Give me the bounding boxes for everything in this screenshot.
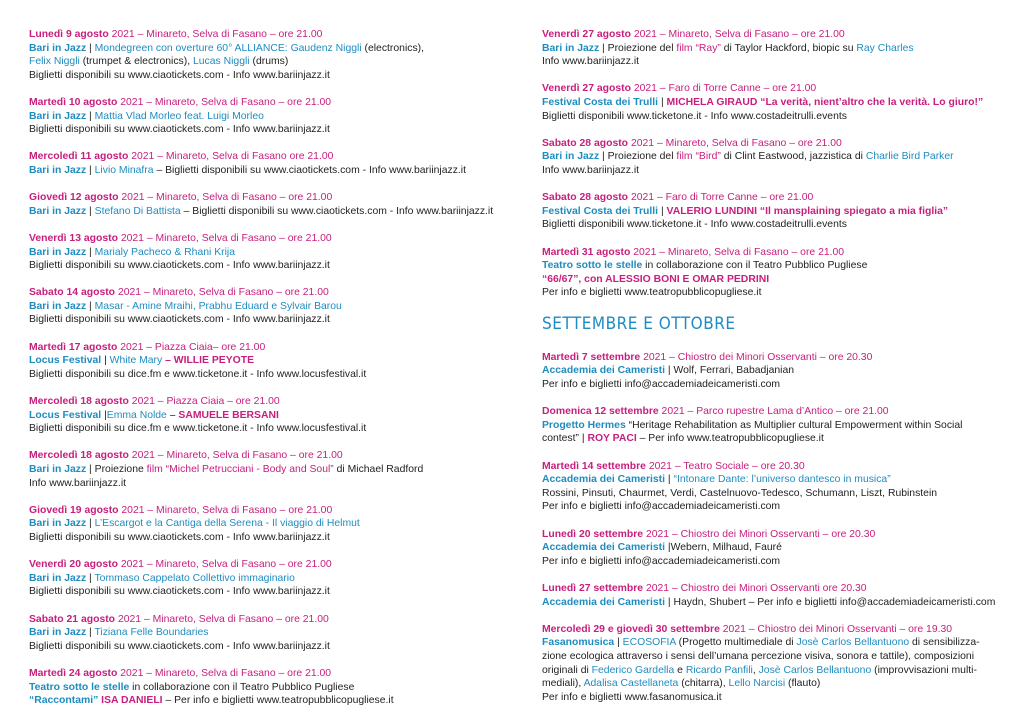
event-artist: Tiziana Felle Boundaries	[94, 627, 209, 639]
event-date: Sabato 21 agosto	[29, 613, 116, 625]
event-item: Lunedì 9 agosto 2021 – Minareto, Selva di Fasano – ore 21.00 Bari in Jazz | Mondegreen con overture 60° ALLIANCE: Gaudenz Niggli (electronics), Felix Niggli (trumpet & electronics), Lucas Niggli (drums) Biglietti disponibili su www.ciaotickets.com - Info www.bariinjazz.it	[29, 28, 509, 82]
event-artist: Felix Niggli	[29, 56, 80, 68]
event-venue: 2021 – Minareto, Selva di Fasano ore 21.00	[131, 151, 334, 163]
event-item: Domenica 12 settembre 2021 – Parco rupestre Lama d’Antico – ore 21.00 Progetto Hermes “Heritage Rehabilitation as Multiplier cultural Empowerment within Social contest” | ROY PACI – Per info www.teatropubblicopugliese.it	[542, 406, 963, 445]
event-date: Mercoledì 29 e giovedì 30 settembre	[542, 623, 720, 635]
event-date: Martedì 31 agosto	[542, 246, 631, 258]
event-artist: Masar - Amine Mraihi, Prabhu Eduard e Sylvair Barou	[94, 300, 342, 312]
event-item: Venerdì 20 agosto 2021 – Minareto, Selva di Fasano – ore 21.00 Bari in Jazz | Tommaso Cappelato Collettivo immaginario Biglietti disponibili su www.ciaotickets.com - Info www.bariinjazz.it	[29, 558, 509, 599]
event-organizer: Progetto Hermes	[542, 419, 626, 431]
event-item: Mercoledì 18 agosto 2021 – Minareto, Selva di Fasano – ore 21.00 Bari in Jazz | Proiezione film “Michel Petrucciani - Body and Soul” di Michael Radford Info www.bariinjazz.it	[29, 449, 509, 490]
event-item: Venerdì 27 agosto 2021 – Faro di Torre Canne – ore 21.00 Festival Costa dei Trulli | MICHELA GIRAUD “La verità, nient’altro che la verità. Lo giuro!” Biglietti disponibili www.ticketone.it - Info www.costadeitrulli.events	[542, 82, 1012, 123]
event-venue: 2021 – Teatro Sociale – ore 20.30	[648, 460, 805, 472]
event-date: Mercoledì 18 agosto	[29, 450, 129, 462]
event-tickets: Info www.bariinjazz.it	[542, 56, 640, 68]
event-tickets: – Per info www.teatropubblicopugliese.it	[636, 433, 824, 445]
event-date: Venerdì 27 agosto	[542, 29, 631, 40]
event-artist: Emma Nolde	[106, 409, 167, 421]
event-tickets: Biglietti disponibili su www.ciaotickets.com - Info www.bariinjazz.it	[29, 260, 330, 272]
event-item: Sabato 28 agosto 2021 – Minareto, Selva di Fasano – ore 21.00 Bari in Jazz | Proiezione del film “Bird” di Clint Eastwood, jazzistica di Charlie Bird Parker Info www.bariinjazz.it	[542, 137, 1012, 178]
event-tickets: – Per info e biglietti www.teatropubblicopugliese.it	[162, 695, 394, 707]
left-column	[29, 28, 509, 721]
event-show: “Il mansplaining spiegato a mia figlia”	[756, 205, 949, 217]
event-artist: Charlie Bird Parker	[865, 151, 954, 163]
event-item: Giovedì 12 agosto 2021 – Minareto, Selva di Fasano – ore 21.00 Bari in Jazz | Stefano Di Battista – Biglietti disponibili su www.ciaotickets.com - Info www.bariinjazz.it	[29, 192, 494, 217]
event-date: Mercoledì 18 agosto	[29, 396, 129, 408]
event-organizer: Accademia dei Cameristi	[542, 596, 666, 608]
event-item: Venerdì 13 agosto 2021 – Minareto, Selva di Fasano – ore 21.00 Bari in Jazz | Marialy Pacheco & Rhani Krija Biglietti disponibili su www.ciaotickets.com - Info www.bariinjazz.it	[29, 232, 509, 273]
event-organizer: Bari in Jazz	[29, 42, 87, 54]
event-organizer: Bari in Jazz	[542, 42, 600, 54]
event-organizer: Bari in Jazz	[29, 246, 87, 258]
event-program: Wolf, Ferrari, Babadjanian	[673, 365, 795, 377]
event-item: Lunedì 27 settembre 2021 – Chiostro dei Minori Osservanti ore 20.30 Accademia dei Cameristi | Haydn, Shubert – Per info e biglietti info@accademiadeicameristi.com	[542, 582, 996, 608]
event-tickets: Info www.bariinjazz.it	[542, 164, 640, 176]
event-date: Venerdì 27 agosto	[542, 83, 631, 95]
right-column	[542, 28, 1012, 718]
event-item: Martedì 7 settembre 2021 – Chiostro dei Minori Osservanti – ore 20.30 Accademia dei Cameristi | Wolf, Ferrari, Babadjanian Per info e biglietti info@accademiadeicameristi.com	[542, 351, 1012, 392]
event-artist: Josè Carlos Bellantuono	[758, 664, 872, 676]
event-artist: Livio Minafra	[94, 164, 154, 176]
event-date: Giovedì 19 agosto	[29, 504, 119, 516]
event-date: Martedì 17 agosto	[29, 341, 118, 353]
event-tickets: – Biglietti disponibili su www.ciaotickets.com - Info www.bariinjazz.it	[180, 205, 494, 217]
event-organizer: Bari in Jazz	[29, 518, 87, 530]
event-artist: White Mary	[109, 355, 163, 367]
event-tickets: Biglietti disponibili su dice.fm e www.ticketone.it - Info www.locusfestival.it	[29, 368, 367, 380]
event-organizer: Teatro sotto le stelle	[542, 260, 643, 272]
event-item: Mercoledì 11 agosto 2021 – Minareto, Selva di Fasano ore 21.00 Bari in Jazz | Livio Minafra – Biglietti disponibili su www.ciaotickets.com - Info www.bariinjazz.it	[29, 151, 466, 176]
event-program: Haydn, Shubert – Per info e biglietti info@accademiadeicameristi.com	[673, 596, 996, 608]
event-headliner: – WILLIE PEYOTE	[162, 355, 255, 367]
event-organizer: Bari in Jazz	[29, 464, 87, 475]
event-date: Giovedì 12 agosto	[29, 192, 119, 204]
event-organizer: Locus Festival	[29, 409, 102, 421]
event-program: “Heritage Rehabilitation as Multiplier cultural Empowerment within Social	[625, 419, 963, 431]
event-venue: 2021 – Chiostro dei Minori Osservanti ore 20.30	[645, 582, 867, 594]
event-date: Martedì 7 settembre	[542, 351, 641, 363]
event-tickets: Biglietti disponibili www.ticketone.it - Info www.costadeitrulli.events	[542, 110, 847, 122]
event-artist: Federico Gardella	[591, 664, 675, 676]
event-venue: 2021 – Minareto, Selva di Fasano – ore 21.00	[121, 504, 333, 516]
event-artist: Ray Charles	[856, 42, 914, 54]
event-tickets: Biglietti disponibili su www.ciaotickets.com - Info www.bariinjazz.it	[29, 124, 330, 136]
event-tickets: Per info e biglietti info@accademiadeicameristi.com	[542, 555, 781, 567]
event-venue: 2021 – Minareto, Selva di Fasano – ore 21.00	[111, 29, 323, 40]
event-date: Venerdì 20 agosto	[29, 559, 118, 571]
event-item: Mercoledì 18 agosto 2021 – Piazza Ciaia – ore 21.00 Locus Festival |Emma Nolde – SAMUELE BERSANI Biglietti disponibili su dice.fm e www.ticketone.it - Info www.locusfestival.it	[29, 395, 509, 436]
event-film: film “Ray”	[676, 42, 721, 54]
event-tickets: Info www.bariinjazz.it	[29, 477, 127, 489]
event-venue: 2021 – Chiostro dei Minori Osservanti – ore 19.30	[722, 623, 953, 635]
event-artist: Lucas Niggli	[193, 56, 250, 68]
event-date: Martedì 14 settembre	[542, 460, 646, 472]
event-venue: 2021 – Minareto, Selva di Fasano – ore 21.00	[121, 192, 333, 204]
event-item: Lunedì 20 settembre 2021 – Chiostro dei Minori Osservanti – ore 20.30 Accademia dei Cameristi |Webern, Milhaud, Fauré Per info e biglietti info@accademiadeicameristi.com	[542, 528, 1012, 569]
event-show: ECOSOFIA	[622, 637, 676, 649]
event-venue: 2021 – Minareto, Selva di Fasano – ore 21.00	[633, 29, 845, 40]
event-venue: 2021 – Minareto, Selva di Fasano – ore 21.00	[630, 137, 842, 149]
event-artist: Stefano Di Battista	[94, 205, 181, 217]
event-tickets: Per info e biglietti www.teatropubblicopugliese.it	[542, 287, 762, 299]
event-date: Martedì 24 agosto	[29, 667, 118, 679]
event-item: Mercoledì 29 e giovedì 30 settembre 2021 – Chiostro dei Minori Osservanti – ore 19.30 Fasanomusica | ECOSOFIA (Progetto multimediale di Josè Carlos Bellantuono di sensibilizza- zione ecologica attraverso i sensi dell’umana percezione visiva, sonora e tattile), composizioni originali di Federico Gardella e Ricardo Panfili, Josè Carlos Bellantuono (improvvisazioni multi- mediali), Adalisa Castellaneta (chitarra), Lello Narcisi (flauto) Per info e biglietti www.fasanomusica.it	[542, 623, 1012, 705]
event-organizer: Accademia dei Cameristi	[542, 474, 666, 486]
event-organizer: Festival Costa dei Trulli	[542, 205, 659, 217]
event-tickets: – Biglietti disponibili su www.ciaotickets.com - Info www.bariinjazz.it	[153, 164, 466, 176]
event-venue: 2021 – Minareto, Selva di Fasano – ore 21.00	[120, 232, 332, 244]
event-artist: Mattia Vlad Morleo feat. Luigi Morleo	[94, 110, 264, 122]
event-venue: 2021 – Chiostro dei Minori Osservanti – ore 20.30	[645, 528, 876, 540]
event-item: Giovedì 19 agosto 2021 – Minareto, Selva di Fasano – ore 21.00 Bari in Jazz | L’Escargot e la Cantiga della Serena - Il viaggio di Helmut Biglietti disponibili su www.ciaotickets.com - Info www.bariinjazz.it	[29, 504, 509, 545]
event-date: Lunedì 20 settembre	[542, 528, 644, 540]
section-title: SETTEMBRE E OTTOBRE	[542, 313, 736, 334]
event-item: Martedì 31 agosto 2021 – Minareto, Selva di Fasano – ore 21.00 Teatro sotto le stelle in collaborazione con il Teatro Pubblico Pugliese “66/67”, con ALESSIO BONI E OMAR PEDRINI Per info e biglietti www.teatropubblicopugliese.it	[542, 246, 1012, 300]
event-film: film “Michel Petrucciani - Body and Soul”	[146, 464, 334, 475]
event-headliner: ROY PACI	[587, 433, 637, 445]
event-organizer: Bari in Jazz	[542, 151, 600, 163]
event-show: “66/67”, con ALESSIO BONI E OMAR PEDRINI	[542, 273, 770, 285]
event-venue: 2021 – Minareto, Selva di Fasano – ore 21.00	[117, 287, 329, 299]
event-tickets: Biglietti disponibili su www.ciaotickets.com - Info www.bariinjazz.it	[29, 531, 330, 543]
event-organizer: Accademia dei Cameristi	[542, 365, 666, 377]
event-tickets: Per info e biglietti info@accademiadeicameristi.com	[542, 501, 781, 513]
event-date: Mercoledì 11 agosto	[29, 151, 129, 163]
event-venue: 2021 – Minareto, Selva di Fasano – ore 21.00	[633, 246, 845, 258]
event-item: Sabato 28 agosto 2021 – Faro di Torre Canne – ore 21.00 Festival Costa dei Trulli | VALERIO LUNDINI “Il mansplaining spiegato a mia figlia” Biglietti disponibili www.ticketone.it - Info www.costadeitrulli.events	[542, 191, 1012, 232]
event-item: Martedì 14 settembre 2021 – Teatro Sociale – ore 20.30 Accademia dei Cameristi | “Intonare Dante: l’universo dantesco in musica” Rossini, Pinsuti, Chaurmet, Verdi, Castelnuovo-Tedesco, Schumann, Liszt, Rubinstein Per info e biglietti info@accademiadeicameristi.com	[542, 460, 1012, 514]
event-venue: 2021 – Minareto, Selva di Fasano – ore 21.00	[120, 667, 332, 679]
event-tickets: Biglietti disponibili su www.ciaotickets.com - Info www.bariinjazz.it	[29, 314, 330, 326]
event-artist: Lello Narcisi	[728, 678, 786, 690]
event-date: Sabato 28 agosto	[542, 137, 629, 149]
event-artist: L’Escargot e la Cantiga della Serena - Il viaggio di Helmut	[94, 518, 360, 530]
event-item: Sabato 14 agosto 2021 – Minareto, Selva di Fasano – ore 21.00 Bari in Jazz | Masar - Amine Mraihi, Prabhu Eduard e Sylvair Barou Biglietti disponibili su www.ciaotickets.com - Info www.bariinjazz.it	[29, 286, 509, 327]
event-item: Sabato 21 agosto 2021 – Minareto, Selva di Fasano – ore 21.00 Bari in Jazz | Tiziana Felle Boundaries Biglietti disponibili su www.ciaotickets.com - Info www.bariinjazz.it	[29, 613, 509, 654]
event-tickets: Biglietti disponibili su www.ciaotickets.com - Info www.bariinjazz.it	[29, 640, 330, 652]
event-venue: 2021 – Minareto, Selva di Fasano – ore 21.00	[131, 450, 343, 462]
event-organizer: Fasanomusica	[542, 637, 615, 649]
event-item: Venerdì 27 agosto 2021 – Minareto, Selva di Fasano – ore 21.00 Bari in Jazz | Proiezione del film “Ray” di Taylor Hackford, biopic su Ray Charles Info www.bariinjazz.it	[542, 28, 1012, 69]
event-item: Martedì 17 agosto 2021 – Piazza Ciaia– ore 21.00 Locus Festival | White Mary – WILLIE PEYOTE Biglietti disponibili su dice.fm e www.ticketone.it - Info www.locusfestival.it	[29, 341, 509, 382]
event-date: Lunedì 9 agosto	[29, 29, 109, 40]
event-date: Sabato 28 agosto	[542, 192, 629, 204]
event-date: Sabato 14 agosto	[29, 287, 116, 299]
event-headliner: MICHELA GIRAUD	[666, 96, 758, 108]
event-organizer: Bari in Jazz	[29, 164, 87, 176]
event-venue: 2021 – Piazza Ciaia – ore 21.00	[131, 396, 280, 408]
event-tickets: Biglietti disponibili su www.ciaotickets.com - Info www.bariinjazz.it	[29, 69, 330, 81]
event-venue: 2021 – Piazza Ciaia– ore 21.00	[120, 341, 266, 353]
event-artist: Adalisa Castellaneta	[583, 678, 679, 690]
event-organizer: Accademia dei Cameristi	[542, 542, 666, 554]
event-date: Lunedì 27 settembre	[542, 582, 644, 594]
event-venue: 2021 – Minareto, Selva di Fasano – ore 21.00	[120, 559, 332, 571]
event-artist: Marialy Pacheco & Rhani Krija	[94, 246, 235, 258]
event-program: Webern, Milhaud, Fauré	[670, 542, 782, 554]
event-venue: 2021 – Parco rupestre Lama d’Antico – ore 21.00	[661, 406, 889, 418]
event-organizer: Locus Festival	[29, 355, 102, 367]
event-artist: Tommaso Cappelato Collettivo immaginario	[94, 572, 295, 584]
event-venue: 2021 – Minareto, Selva di Fasano – ore 21.00	[120, 96, 332, 108]
event-program: Rossini, Pinsuti, Chaurmet, Verdi, Castelnuovo-Tedesco, Schumann, Liszt, Rubinstein	[542, 487, 938, 499]
event-date: Domenica 12 settembre	[542, 406, 659, 418]
event-venue: 2021 – Faro di Torre Canne – ore 21.00	[630, 192, 814, 204]
event-date: Venerdì 13 agosto	[29, 232, 118, 244]
event-headliner: – SAMUELE BERSANI	[166, 409, 279, 421]
event-venue: 2021 – Faro di Torre Canne – ore 21.00	[633, 83, 817, 95]
event-tickets: Biglietti disponibili www.ticketone.it - Info www.costadeitrulli.events	[542, 219, 847, 231]
event-tickets: Biglietti disponibili su www.ciaotickets.com - Info www.bariinjazz.it	[29, 586, 330, 598]
event-organizer: Bari in Jazz	[29, 110, 87, 122]
event-headliner: VALERIO LUNDINI	[666, 205, 757, 217]
event-organizer: Festival Costa dei Trulli	[542, 96, 659, 108]
event-show: “Raccontami”	[29, 695, 99, 707]
event-tickets: Per info e biglietti info@accademiadeicameristi.com	[542, 379, 781, 391]
event-venue: 2021 – Minareto, Selva di Fasano – ore 21.00	[117, 613, 329, 625]
event-organizer: Bari in Jazz	[29, 300, 87, 312]
event-artist: Ricardo Panfili	[685, 664, 753, 676]
event-organizer: Bari in Jazz	[29, 572, 87, 584]
event-item: Martedì 24 agosto 2021 – Minareto, Selva di Fasano – ore 21.00 Teatro sotto le stelle in collaborazione con il Teatro Pubblico Pugliese “Raccontami” ISA DANIELI – Per info e biglietti www.teatropubblicopugliese.it	[29, 667, 394, 707]
event-tickets: Biglietti disponibili su dice.fm e www.ticketone.it - Info www.locusfestival.it	[29, 423, 367, 435]
event-film: film “Bird”	[676, 151, 721, 163]
event-venue: 2021 – Chiostro dei Minori Osservanti – ore 20.30	[643, 351, 873, 363]
event-artist: Josè Carlos Bellantuono	[796, 637, 910, 649]
event-tickets: Per info e biglietti www.fasanomusica.it	[542, 691, 722, 703]
event-organizer: Bari in Jazz	[29, 205, 87, 217]
event-show: “La verità, nient’altro che la verità. Lo giuro!”	[757, 96, 984, 108]
event-organizer: Teatro sotto le stelle	[29, 681, 130, 693]
event-artist: Mondegreen con overture 60° ALLIANCE: Gaudenz Niggli	[94, 42, 362, 54]
event-show: “Intonare Dante: l’universo dantesco in musica”	[673, 474, 891, 486]
event-headliner: ISA DANIELI	[98, 695, 163, 707]
event-date: Martedì 10 agosto	[29, 96, 118, 108]
event-organizer: Bari in Jazz	[29, 627, 87, 639]
event-item: Martedì 10 agosto 2021 – Minareto, Selva di Fasano – ore 21.00 Bari in Jazz | Mattia Vlad Morleo feat. Luigi Morleo Biglietti disponibili su www.ciaotickets.com - Info www.bariinjazz.it	[29, 96, 509, 137]
